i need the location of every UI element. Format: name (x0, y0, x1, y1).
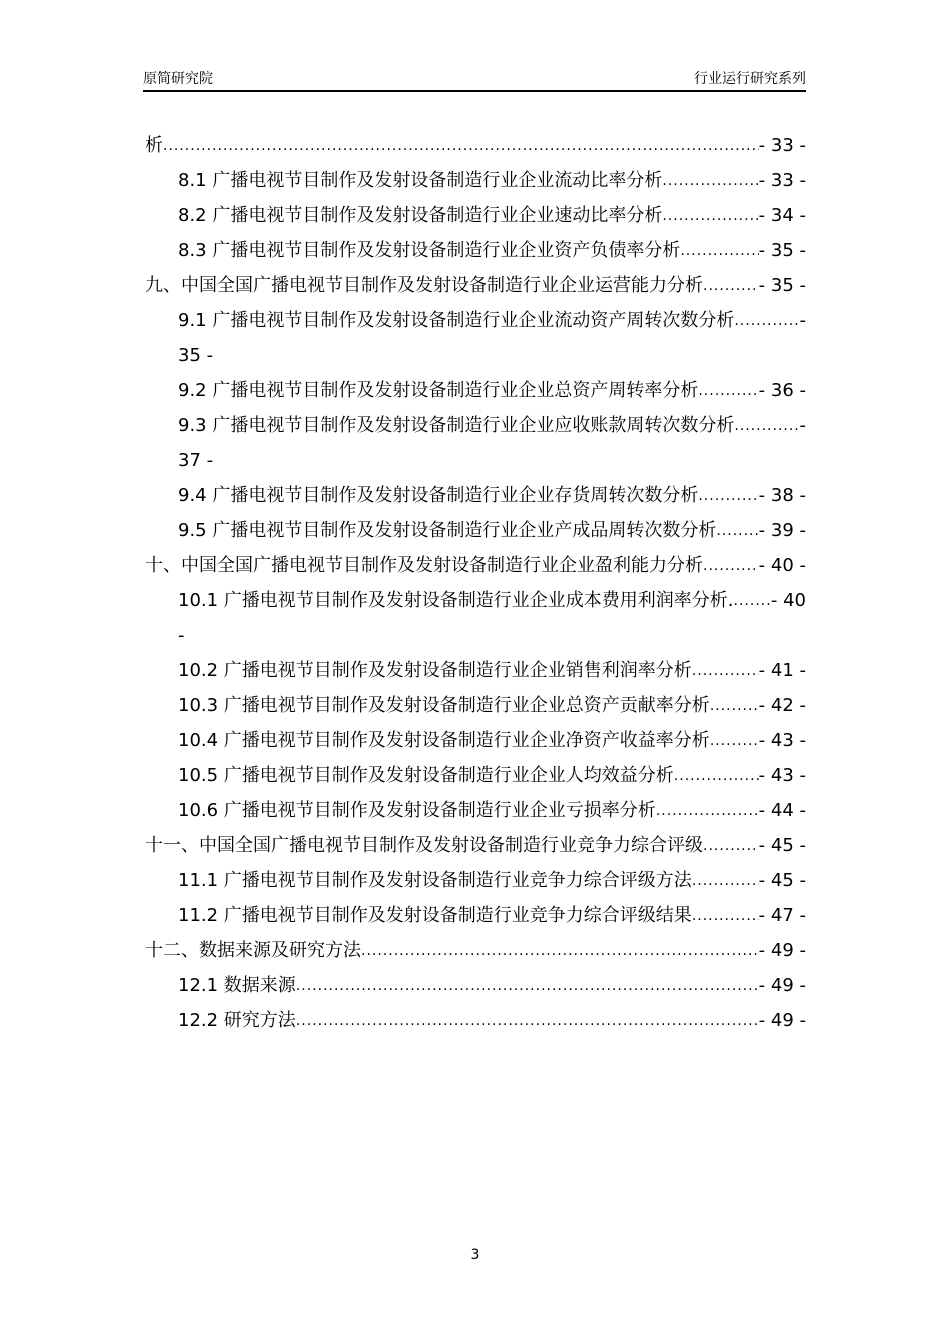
toc-entry-page: - 40 - (758, 555, 806, 576)
toc-entry-page: - 45 - (758, 835, 806, 856)
toc-entry-page: - 49 - (758, 1010, 806, 1031)
toc-dot-leader (734, 411, 799, 446)
toc-entry[interactable] (145, 551, 806, 586)
toc-entry-label: 9.1 广播电视节目制作及发射设备制造行业企业流动资产周转次数分析 (178, 310, 735, 331)
toc-entry-label: 12.1 数据来源 (178, 975, 296, 996)
toc-entry-page: - 41 - (758, 660, 806, 681)
toc-entry[interactable] (145, 1006, 806, 1041)
toc-dot-leader (698, 481, 758, 516)
toc-entry-page: - 38 - (758, 485, 806, 506)
toc-entry-label: 十、中国全国广播电视节目制作及发射设备制造行业企业盈利能力分析 (145, 555, 703, 576)
toc-entry-page: - (799, 310, 806, 331)
toc-entry-page: - 40 (770, 590, 806, 611)
toc-entry-label: 8.2 广播电视节目制作及发射设备制造行业企业速动比率分析 (178, 205, 663, 226)
toc-entry-label: 8.3 广播电视节目制作及发射设备制造行业企业资产负债率分析 (178, 240, 681, 261)
toc-entry-label: 9.5 广播电视节目制作及发射设备制造行业企业产成品周转次数分析 (178, 520, 717, 541)
toc-dot-leader (734, 306, 799, 341)
toc-entry-page: - 36 - (758, 380, 806, 401)
toc-entry-page: - 45 - (758, 870, 806, 891)
toc-dot-leader (734, 586, 771, 621)
toc-entry-label: 11.1 广播电视节目制作及发射设备制造行业竞争力综合评级方法 (178, 870, 692, 891)
toc-entry-label: 10.6 广播电视节目制作及发射设备制造行业企业亏损率分析 (178, 800, 656, 821)
toc-dot-leader (656, 796, 759, 831)
toc-entry[interactable] (145, 971, 806, 1006)
toc-dot-leader (662, 201, 758, 236)
toc-entry[interactable] (145, 376, 806, 411)
toc-dot-leader (296, 1006, 759, 1041)
toc-entry[interactable] (145, 866, 806, 901)
toc-entry-page: - 34 - (758, 205, 806, 226)
table-of-contents (145, 131, 806, 1041)
toc-entry-page: - (799, 415, 806, 436)
toc-entry-label: 10.4 广播电视节目制作及发射设备制造行业企业净资产收益率分析 (178, 730, 710, 751)
toc-dot-leader (703, 551, 759, 586)
toc-dot-leader (680, 236, 758, 271)
toc-dot-leader (710, 726, 759, 761)
toc-entry-page-continuation: 35 - (178, 345, 214, 366)
toc-entry[interactable] (145, 271, 806, 306)
toc-entry-page: - 49 - (758, 940, 806, 961)
toc-entry[interactable] (145, 131, 806, 166)
toc-dot-leader (662, 166, 758, 201)
toc-entry-page: - 42 - (758, 695, 806, 716)
toc-entry-page: - 33 - (758, 135, 806, 156)
toc-entry-page-continuation: - (178, 625, 185, 646)
toc-entry[interactable] (145, 411, 806, 446)
toc-entry-label: 12.2 研究方法 (178, 1010, 296, 1031)
toc-dot-leader (692, 901, 759, 936)
toc-entry[interactable] (145, 936, 806, 971)
toc-entry[interactable] (145, 831, 806, 866)
toc-entry-label: 九、中国全国广播电视节目制作及发射设备制造行业企业运营能力分析 (145, 275, 703, 296)
toc-entry[interactable] (145, 726, 806, 761)
toc-entry[interactable] (145, 796, 806, 831)
toc-dot-leader (703, 271, 759, 306)
toc-entry-label: 10.2 广播电视节目制作及发射设备制造行业企业销售利润率分析 (178, 660, 692, 681)
toc-entry-page: - 35 - (758, 275, 806, 296)
toc-entry-page: - 47 - (758, 905, 806, 926)
toc-entry-page: - 43 - (758, 730, 806, 751)
toc-dot-leader (710, 691, 759, 726)
header-right: 行业运行研究系列 (694, 71, 806, 87)
toc-dot-leader (674, 761, 759, 796)
toc-entry[interactable] (145, 166, 806, 201)
toc-entry-page: - 44 - (758, 800, 806, 821)
toc-entry[interactable] (145, 516, 806, 551)
toc-entry-label: 十二、数据来源及研究方法 (145, 940, 361, 961)
toc-entry-page-continuation: 37 - (178, 450, 214, 471)
toc-entry-label: 十一、中国全国广播电视节目制作及发射设备制造行业竞争力综合评级 (145, 835, 703, 856)
toc-entry[interactable] (145, 586, 806, 621)
header-left: 原简研究院 (143, 71, 213, 87)
toc-entry[interactable] (145, 201, 806, 236)
toc-entry-page: - 43 - (758, 765, 806, 786)
toc-entry-label: 析 (145, 135, 163, 156)
toc-entry-label: 10.1 广播电视节目制作及发射设备制造行业企业成本费用利润率分析. (178, 590, 734, 611)
toc-entry[interactable] (145, 761, 806, 796)
toc-dot-leader (692, 656, 759, 691)
toc-entry[interactable] (145, 306, 806, 341)
toc-dot-leader (361, 936, 759, 971)
toc-entry-page: - 35 - (758, 240, 806, 261)
toc-entry[interactable] (145, 901, 806, 936)
toc-entry-label: 9.4 广播电视节目制作及发射设备制造行业企业存货周转次数分析 (178, 485, 699, 506)
toc-entry-label: 11.2 广播电视节目制作及发射设备制造行业竞争力综合评级结果 (178, 905, 692, 926)
toc-entry-label: 10.3 广播电视节目制作及发射设备制造行业企业总资产贡献率分析 (178, 695, 710, 716)
toc-entry-page: - 49 - (758, 975, 806, 996)
toc-entry-label: 9.3 广播电视节目制作及发射设备制造行业企业应收账款周转次数分析 (178, 415, 735, 436)
toc-entry-label: 9.2 广播电视节目制作及发射设备制造行业企业总资产周转率分析 (178, 380, 699, 401)
page-header (143, 66, 806, 92)
toc-entry-page: - 39 - (758, 520, 806, 541)
toc-dot-leader (703, 831, 759, 866)
toc-entry-page: - 33 - (758, 170, 806, 191)
toc-dot-leader (163, 131, 759, 166)
toc-dot-leader (716, 516, 758, 551)
toc-entry-label: 10.5 广播电视节目制作及发射设备制造行业企业人均效益分析 (178, 765, 674, 786)
toc-dot-leader (692, 866, 759, 901)
toc-dot-leader (296, 971, 759, 1006)
toc-entry[interactable] (145, 691, 806, 726)
page-number: 3 (470, 1247, 480, 1263)
toc-dot-leader (698, 376, 758, 411)
toc-entry-label: 8.1 广播电视节目制作及发射设备制造行业企业流动比率分析 (178, 170, 663, 191)
toc-entry[interactable] (145, 481, 806, 516)
toc-entry[interactable] (145, 236, 806, 271)
toc-entry[interactable] (145, 656, 806, 691)
